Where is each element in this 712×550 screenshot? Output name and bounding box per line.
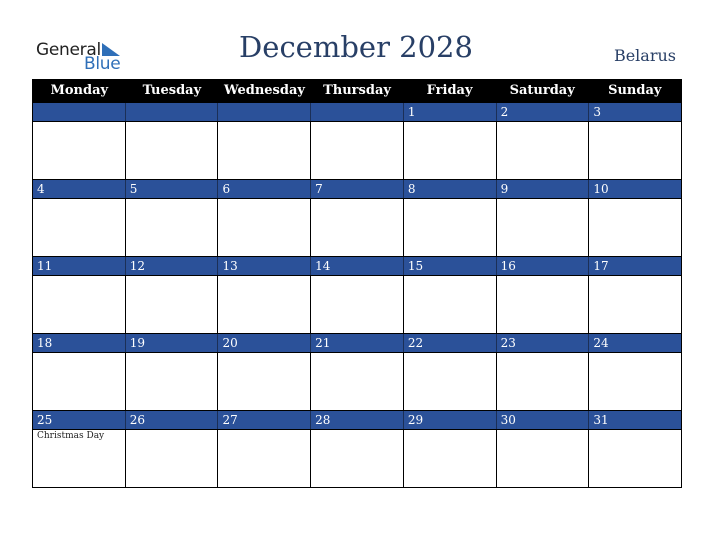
day-cell[interactable] bbox=[496, 430, 589, 487]
day-number: 15 bbox=[403, 257, 496, 275]
weekday-header: Wednesday bbox=[223, 83, 305, 98]
date-number-bar bbox=[33, 179, 681, 198]
calendar-grid bbox=[32, 79, 682, 488]
day-number: 7 bbox=[310, 180, 403, 198]
day-number: 13 bbox=[217, 257, 310, 275]
day-body-row bbox=[33, 352, 681, 410]
day-cell[interactable] bbox=[217, 430, 310, 487]
date-number-bar bbox=[33, 102, 681, 121]
day-cell[interactable] bbox=[33, 199, 125, 256]
day-cell[interactable] bbox=[310, 199, 403, 256]
logo-general-text: General bbox=[36, 40, 101, 60]
day-number: 12 bbox=[125, 257, 218, 275]
day-cell[interactable] bbox=[217, 122, 310, 179]
country-label: Belarus bbox=[613, 46, 676, 65]
day-cell[interactable] bbox=[125, 430, 218, 487]
weekday-header: Sunday bbox=[608, 83, 662, 98]
day-number: 5 bbox=[125, 180, 218, 198]
day-cell[interactable] bbox=[310, 430, 403, 487]
day-cell[interactable] bbox=[310, 122, 403, 179]
day-number: 28 bbox=[310, 411, 403, 429]
day-number: 6 bbox=[217, 180, 310, 198]
day-cell[interactable] bbox=[33, 276, 125, 333]
week-row bbox=[33, 333, 681, 410]
weekday-header-row bbox=[33, 79, 681, 102]
day-number: 23 bbox=[496, 334, 589, 352]
holiday-label: Christmas Day bbox=[37, 431, 105, 441]
day-number: 9 bbox=[496, 180, 589, 198]
day-cell[interactable] bbox=[403, 430, 496, 487]
day-cell[interactable] bbox=[403, 276, 496, 333]
weekday-header: Monday bbox=[50, 83, 109, 98]
date-number-bar bbox=[33, 333, 681, 352]
day-cell[interactable] bbox=[496, 199, 589, 256]
day-cell[interactable] bbox=[217, 353, 310, 410]
day-number: 10 bbox=[588, 180, 681, 198]
weekday-header: Thursday bbox=[323, 83, 391, 98]
day-number: 14 bbox=[310, 257, 403, 275]
day-cell[interactable] bbox=[217, 276, 310, 333]
day-cell[interactable] bbox=[496, 122, 589, 179]
day-number: 26 bbox=[125, 411, 218, 429]
weeks-container bbox=[33, 102, 681, 487]
day-number: 2 bbox=[496, 103, 589, 121]
day-cell[interactable] bbox=[588, 199, 681, 256]
day-cell[interactable] bbox=[403, 122, 496, 179]
week-row bbox=[33, 179, 681, 256]
day-number: 17 bbox=[588, 257, 681, 275]
day-cell[interactable] bbox=[125, 122, 218, 179]
day-cell[interactable] bbox=[125, 353, 218, 410]
day-cell[interactable] bbox=[403, 199, 496, 256]
day-cell[interactable] bbox=[496, 276, 589, 333]
day-cell[interactable] bbox=[588, 122, 681, 179]
weekday-header: Tuesday bbox=[142, 83, 202, 98]
day-cell[interactable] bbox=[588, 353, 681, 410]
day-number: 30 bbox=[496, 411, 589, 429]
day-cell[interactable] bbox=[588, 430, 681, 487]
day-number bbox=[33, 103, 125, 121]
day-number: 8 bbox=[403, 180, 496, 198]
day-cell[interactable] bbox=[125, 199, 218, 256]
day-cell[interactable] bbox=[33, 353, 125, 410]
day-number: 16 bbox=[496, 257, 589, 275]
day-number: 4 bbox=[37, 182, 45, 196]
logo-blue-text: Blue bbox=[84, 54, 121, 74]
day-number: 21 bbox=[310, 334, 403, 352]
day-body-row bbox=[33, 198, 681, 256]
calendar-title: December 2028 bbox=[239, 30, 473, 64]
day-number: 29 bbox=[403, 411, 496, 429]
day-number: 22 bbox=[403, 334, 496, 352]
day-number bbox=[217, 103, 310, 121]
date-number-bar bbox=[33, 256, 681, 275]
weekday-header: Saturday bbox=[509, 83, 575, 98]
day-number: 1 bbox=[403, 103, 496, 121]
date-number-bar bbox=[33, 410, 681, 429]
day-body-row bbox=[33, 275, 681, 333]
day-cell[interactable] bbox=[310, 353, 403, 410]
day-cell[interactable] bbox=[403, 353, 496, 410]
day-cell[interactable] bbox=[217, 199, 310, 256]
day-number: 11 bbox=[37, 259, 53, 273]
day-number: 24 bbox=[588, 334, 681, 352]
weekday-header: Friday bbox=[426, 83, 473, 98]
day-number: 25 bbox=[37, 413, 53, 427]
day-cell[interactable] bbox=[33, 122, 125, 179]
week-row bbox=[33, 102, 681, 179]
week-row bbox=[33, 410, 681, 487]
day-body-row bbox=[33, 429, 681, 487]
day-body-row bbox=[33, 121, 681, 179]
day-cell[interactable] bbox=[496, 353, 589, 410]
day-number: 27 bbox=[217, 411, 310, 429]
day-number: 31 bbox=[588, 411, 681, 429]
day-number bbox=[125, 103, 218, 121]
day-number: 20 bbox=[217, 334, 310, 352]
day-number: 3 bbox=[588, 103, 681, 121]
day-cell[interactable] bbox=[33, 430, 125, 487]
week-row bbox=[33, 256, 681, 333]
day-number bbox=[310, 103, 403, 121]
day-cell[interactable] bbox=[125, 276, 218, 333]
day-number: 19 bbox=[125, 334, 218, 352]
day-cell[interactable] bbox=[310, 276, 403, 333]
day-cell[interactable] bbox=[588, 276, 681, 333]
day-number: 18 bbox=[37, 336, 53, 350]
